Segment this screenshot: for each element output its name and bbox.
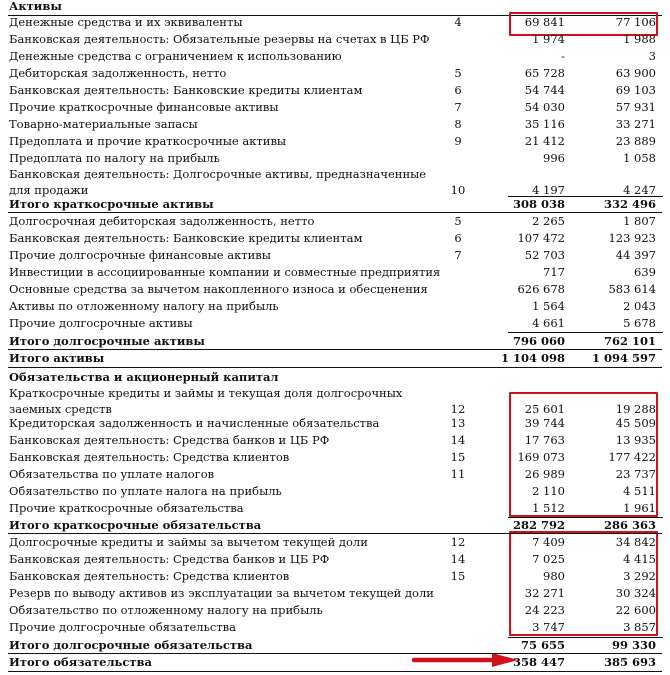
value-2018: 45 509 <box>615 416 656 430</box>
value-2019: 52 703 <box>524 248 565 262</box>
value-2018: 4 415 <box>623 552 656 566</box>
table-row <box>0 281 670 298</box>
value-2018: 69 103 <box>615 83 656 97</box>
value-2019: 626 678 <box>517 282 565 296</box>
row-label: Обязательство по отложенному налогу на прибыль <box>9 603 323 617</box>
liabilities-heading-row <box>0 369 670 386</box>
row-label: Итого долгосрочные активы <box>9 334 205 348</box>
total-row <box>0 196 670 213</box>
row-label: Краткосрочные кредиты и займы и текущая доля долгосрочных заемных средств <box>9 386 403 416</box>
value-2019: 35 116 <box>524 117 565 131</box>
table-row <box>0 415 670 432</box>
total-row <box>0 637 670 654</box>
table-row <box>0 14 670 31</box>
table-row <box>0 48 670 65</box>
row-label: Обязательства по уплате налогов <box>9 467 215 481</box>
note-number: 15 <box>450 450 466 464</box>
value-2019: 1 104 098 <box>500 351 565 365</box>
value-2018: 19 288 <box>615 402 656 416</box>
row-label: Итого обязательства <box>9 655 152 669</box>
row-label: Прочие долгосрочные финансовые активы <box>9 248 271 262</box>
row-label: Кредиторская задолженность и начисленные обязательства <box>9 416 380 430</box>
value-2018: 1 094 597 <box>591 351 656 365</box>
grand-total-row <box>0 350 670 367</box>
value-2018: 23 737 <box>615 467 656 481</box>
row-label: Товарно-материальные запасы <box>9 117 198 131</box>
row-label: Дебиторская задолженность, нетто <box>9 66 227 80</box>
row-label: Прочие долгосрочные активы <box>9 316 193 330</box>
value-2019: 980 <box>543 569 565 583</box>
divider <box>8 367 662 368</box>
table-row <box>0 99 670 116</box>
row-label: Итого активы <box>9 351 105 365</box>
row-label: Предоплата и прочие краткосрочные активы <box>9 134 287 148</box>
value-2019: 25 601 <box>524 402 565 416</box>
value-2018: 63 900 <box>615 66 656 80</box>
table-row <box>0 82 670 99</box>
value-2018: 57 931 <box>615 100 656 114</box>
note-number: 9 <box>454 134 462 148</box>
value-2018: 3 <box>648 49 656 63</box>
row-label: Прочие краткосрочные финансовые активы <box>9 100 279 114</box>
value-2018: 1 058 <box>623 151 656 165</box>
value-2018: 332 496 <box>603 197 656 211</box>
value-2018: 30 324 <box>615 586 656 600</box>
value-2019: 32 271 <box>524 586 565 600</box>
table-row <box>0 534 670 551</box>
row-label: Итого краткосрочные активы <box>9 197 214 211</box>
table-row <box>0 483 670 500</box>
table-row <box>0 31 670 48</box>
value-2018: 123 923 <box>608 231 656 245</box>
value-2018: 4 511 <box>623 484 656 498</box>
value-2018: 762 101 <box>603 334 656 348</box>
note-number: 7 <box>454 248 462 262</box>
value-2018: 77 106 <box>615 15 656 29</box>
value-2019: 1 974 <box>532 32 565 46</box>
value-2019: 717 <box>543 265 565 279</box>
value-2018: 3 292 <box>623 569 656 583</box>
value-2018: 4 247 <box>623 183 656 197</box>
table-row <box>0 568 670 585</box>
value-2019: 24 223 <box>524 603 565 617</box>
value-2019: 1 512 <box>532 501 565 515</box>
table-row <box>0 385 670 418</box>
value-2019: 17 763 <box>524 433 565 447</box>
row-label: Банковская деятельность: Банковские кредиты клиентам <box>9 231 363 245</box>
table-row <box>0 585 670 602</box>
value-2019: 69 841 <box>524 15 565 29</box>
value-2019: 1 564 <box>532 299 565 313</box>
liabilities-heading: Обязательства и акционерный капитал <box>9 370 279 384</box>
table-row <box>0 602 670 619</box>
row-label: Долгосрочная дебиторская задолженность, нетто <box>9 214 315 228</box>
row-label: Банковская деятельность: Средства клиентов <box>9 569 290 583</box>
table-row <box>0 247 670 264</box>
value-2018: 33 271 <box>615 117 656 131</box>
table-row <box>0 466 670 483</box>
value-2019: 282 792 <box>512 518 565 532</box>
value-2019: 3 747 <box>532 620 565 634</box>
total-row <box>0 517 670 534</box>
table-row <box>0 298 670 315</box>
table-row <box>0 230 670 247</box>
value-2019: 65 728 <box>524 66 565 80</box>
value-2019: 2 110 <box>532 484 565 498</box>
table-row <box>0 264 670 281</box>
value-2018: 44 397 <box>615 248 656 262</box>
row-label: Итого краткосрочные обязательства <box>9 518 262 532</box>
table-row <box>0 213 670 230</box>
table-row <box>0 166 670 199</box>
row-label: Денежные средства с ограничением к использованию <box>9 49 342 63</box>
row-label: Банковская деятельность: Средства клиентов <box>9 450 290 464</box>
row-label: Банковская деятельность: Обязательные резервы на счетах в ЦБ РФ <box>9 32 430 46</box>
value-2019: 54 744 <box>524 83 565 97</box>
row-label: Резерв по выводу активов из эксплуатации за вычетом текущей доли <box>9 586 434 600</box>
note-number: 14 <box>450 552 466 566</box>
value-2019: 2 265 <box>532 214 565 228</box>
value-2019: 7 409 <box>532 535 565 549</box>
grand-total-row <box>0 654 670 671</box>
note-number: 7 <box>454 100 462 114</box>
value-2018: 5 678 <box>623 316 656 330</box>
value-2018: 385 693 <box>603 655 656 669</box>
value-2018: 2 043 <box>623 299 656 313</box>
note-number: 5 <box>454 66 462 80</box>
value-2019: 308 038 <box>512 197 565 211</box>
note-number: 15 <box>450 569 466 583</box>
value-2018: 286 363 <box>603 518 656 532</box>
note-number: 6 <box>454 231 462 245</box>
value-2018: 99 330 <box>611 638 656 652</box>
note-number: 11 <box>450 467 466 481</box>
row-label: Банковская деятельность: Долгосрочные активы, предназначенные для продажи <box>9 167 427 197</box>
table-row <box>0 133 670 150</box>
note-number: 4 <box>454 15 462 29</box>
row-label: Долгосрочные кредиты и займы за вычетом текущей доли <box>9 535 368 549</box>
table-row <box>0 551 670 568</box>
note-number: 5 <box>454 214 462 228</box>
value-2019: 4 197 <box>532 183 565 197</box>
note-number: 12 <box>450 402 466 416</box>
assets-heading: Активы <box>9 0 62 13</box>
row-label: Банковская деятельность: Средства банков и ЦБ РФ <box>9 552 330 566</box>
table-row <box>0 116 670 133</box>
value-2018: 23 889 <box>615 134 656 148</box>
value-2019: 54 030 <box>524 100 565 114</box>
row-label: Предоплата по налогу на прибыль <box>9 151 220 165</box>
value-2019: 7 025 <box>532 552 565 566</box>
value-2018: 34 842 <box>615 535 656 549</box>
row-label: Обязательство по уплате налога на прибыль <box>9 484 282 498</box>
divider <box>8 671 662 672</box>
value-2019: 796 060 <box>512 334 565 348</box>
row-label: Итого долгосрочные обязательства <box>9 638 253 652</box>
value-2019: 26 989 <box>524 467 565 481</box>
value-2018: 22 600 <box>615 603 656 617</box>
value-2018: 583 614 <box>608 282 656 296</box>
row-label: Инвестиции в ассоциированные компании и совместные предприятия <box>9 265 441 279</box>
value-2018: 1 961 <box>623 501 656 515</box>
table-row <box>0 449 670 466</box>
row-label: Денежные средства и их эквиваленты <box>9 15 243 29</box>
value-2018: 3 857 <box>623 620 656 634</box>
value-2019: 107 472 <box>517 231 565 245</box>
note-number: 6 <box>454 83 462 97</box>
value-2019: 358 447 <box>512 655 565 669</box>
row-label: Прочие краткосрочные обязательства <box>9 501 244 515</box>
table-row <box>0 150 670 167</box>
value-2019: 39 744 <box>524 416 565 430</box>
row-label: Основные средства за вычетом накопленного износа и обесценения <box>9 282 428 296</box>
total-row <box>0 333 670 350</box>
row-label: Прочие долгосрочные обязательства <box>9 620 237 634</box>
table-row <box>0 619 670 636</box>
value-2019: 21 412 <box>524 134 565 148</box>
value-2018: 13 935 <box>615 433 656 447</box>
value-2019: - <box>561 49 565 63</box>
note-number: 10 <box>450 183 466 197</box>
value-2018: 639 <box>634 265 656 279</box>
value-2019: 4 661 <box>532 316 565 330</box>
value-2019: 996 <box>543 151 565 165</box>
note-number: 12 <box>450 535 466 549</box>
row-label: Активы по отложенному налогу на прибыль <box>9 299 279 313</box>
table-row <box>0 432 670 449</box>
value-2018: 177 422 <box>608 450 656 464</box>
value-2019: 169 073 <box>517 450 565 464</box>
row-label: Банковская деятельность: Банковские кредиты клиентам <box>9 83 363 97</box>
note-number: 13 <box>450 416 466 430</box>
value-2019: 75 655 <box>520 638 565 652</box>
note-number: 14 <box>450 433 466 447</box>
row-label: Банковская деятельность: Средства банков и ЦБ РФ <box>9 433 330 447</box>
table-row <box>0 500 670 517</box>
table-row <box>0 65 670 82</box>
value-2018: 1 988 <box>623 32 656 46</box>
note-number: 8 <box>454 117 462 131</box>
table-row <box>0 315 670 332</box>
value-2018: 1 807 <box>623 214 656 228</box>
